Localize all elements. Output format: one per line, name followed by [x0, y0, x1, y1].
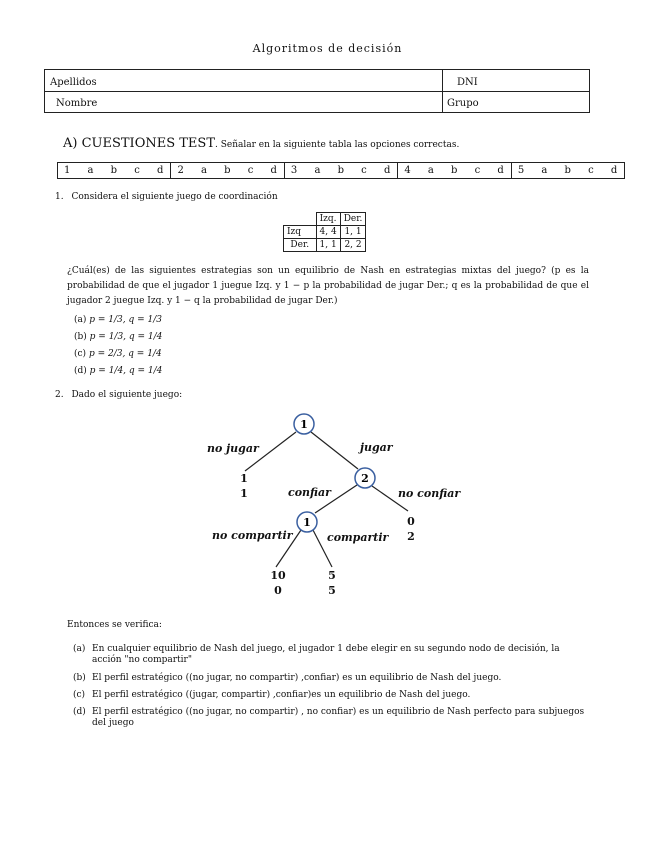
label-no-jugar: no jugar [207, 442, 259, 455]
section-instruction: . Señalar en la siguiente tabla las opciones correctas. [215, 140, 460, 150]
node-root-label: 1 [300, 418, 308, 431]
label-compartir: compartir [327, 531, 389, 544]
label-confiar: confiar [288, 486, 331, 499]
q2-option-c[interactable] [73, 690, 591, 701]
payoff-matrix [283, 212, 366, 252]
label-no-compartir: no compartir [212, 529, 293, 542]
game-tree [200, 405, 470, 605]
q1-option-label: (a) [74, 315, 87, 325]
node-root [294, 414, 314, 434]
node-low [297, 512, 317, 532]
id-row-2 [45, 91, 589, 112]
q2-option-a[interactable] [73, 644, 591, 666]
answer-cell-1[interactable]: 1 a b c d [58, 163, 171, 179]
q1-option-text: p = 1/3, q = 1/4 [89, 332, 163, 342]
question-1-number: 1. [55, 192, 64, 202]
page-title: Algoritmos de decisión [252, 42, 403, 55]
payoff-a1: 1 [240, 472, 248, 485]
answer-table [57, 162, 625, 179]
payoff-cell-12: 1, 1 [340, 226, 366, 239]
question-1-statement: ¿Cuál(es) de las siguientes estrategias son un equilibrio de Nash en estrategias mixtas del juego? (p es la probabilidad de que el jugador 1 juegue Izq. y 1 − p la probabilidad de jugar Der.; q es la probabilidad de que el jugador 2 juegue Izq. y 1 − q la probabilidad de jugar Der.) [67, 266, 589, 306]
dni-label: DNI [457, 77, 478, 88]
q2-option-label: (b) [73, 673, 86, 683]
q2-option-text: El perfil estratégico ((no jugar, no compartir) , no confiar) es un equilibrio de Nash perfecto para subjuegos del juego [92, 707, 585, 728]
payoff-c1: 10 [270, 569, 286, 582]
payoff-d2: 5 [328, 584, 336, 597]
q1-option-d[interactable] [74, 366, 162, 376]
answer-cell-2[interactable]: 2 a b c d [171, 163, 284, 179]
q2-option-label: (c) [73, 690, 86, 700]
q1-option-c[interactable] [74, 349, 162, 359]
nombre-label: Nombre [56, 98, 98, 109]
question-2-number: 2. [55, 390, 64, 400]
q1-option-label: (b) [74, 332, 87, 342]
payoff-b2: 2 [407, 530, 415, 543]
section-title: A) CUESTIONES TEST [63, 136, 215, 151]
q2-option-text: En cualquier equilibrio de Nash del juego, el jugador 1 debe elegir en su segundo nodo de decisión, la acción "no compartir" [92, 644, 560, 665]
question-1-text: Considera el siguiente juego de coordinación [71, 192, 278, 202]
payoff-a2: 1 [240, 487, 248, 500]
payoff-c2: 0 [274, 584, 282, 597]
payoff-cell-21: 1, 1 [316, 239, 340, 252]
q1-option-label: (d) [74, 366, 87, 376]
payoff-row-1: Izq [284, 226, 317, 239]
node-mid-label: 2 [361, 472, 369, 485]
q2-option-d[interactable] [73, 707, 591, 729]
answer-cell-4[interactable]: 4 a b c d [398, 163, 511, 179]
question-1 [55, 192, 278, 202]
q1-option-label: (c) [74, 349, 87, 359]
student-id-box [44, 69, 590, 113]
q1-option-text: p = 1/3, q = 1/3 [89, 315, 163, 325]
q1-option-a[interactable] [74, 315, 162, 325]
id-row-1 [45, 70, 589, 92]
q1-option-text: p = 2/3, q = 1/4 [88, 349, 162, 359]
answer-cell-3[interactable]: 3 a b c d [284, 163, 397, 179]
payoff-cell-22: 2, 2 [340, 239, 366, 252]
q2-option-b[interactable] [73, 673, 591, 684]
label-jugar: jugar [360, 441, 393, 454]
payoff-corner [284, 213, 317, 226]
payoff-col-1: Izq. [316, 213, 340, 226]
question-2-then: Entonces se verifica: [67, 620, 162, 630]
q2-option-text: El perfil estratégico ((no jugar, no compartir) ,confiar) es un equilibrio de Nash del juego. [92, 673, 502, 683]
node-low-label: 1 [303, 516, 311, 529]
id-divider [442, 70, 443, 112]
q1-option-text: p = 1/4, q = 1/4 [89, 366, 163, 376]
q1-option-b[interactable] [74, 332, 162, 342]
q2-option-text: El perfil estratégico ((jugar, compartir) ,confiar)es un equilibrio de Nash del juego. [92, 690, 471, 700]
question-2 [55, 390, 182, 400]
payoff-cell-11: 4, 4 [316, 226, 340, 239]
edge-jugar [311, 432, 358, 469]
question-2-text: Dado el siguiente juego: [71, 390, 183, 400]
apellidos-label: Apellidos [50, 77, 97, 88]
grupo-label: Grupo [447, 98, 479, 109]
q2-option-label: (a) [73, 644, 86, 654]
payoff-d1: 5 [328, 569, 336, 582]
payoff-col-2: Der. [340, 213, 366, 226]
answer-cell-5[interactable]: 5 a b c d [511, 163, 624, 179]
section-heading [63, 136, 459, 151]
payoff-b1: 0 [407, 515, 415, 528]
payoff-row-2: Der. [284, 239, 317, 252]
q2-option-label: (d) [73, 707, 86, 717]
node-mid [355, 468, 375, 488]
label-no-confiar: no confiar [398, 487, 461, 500]
